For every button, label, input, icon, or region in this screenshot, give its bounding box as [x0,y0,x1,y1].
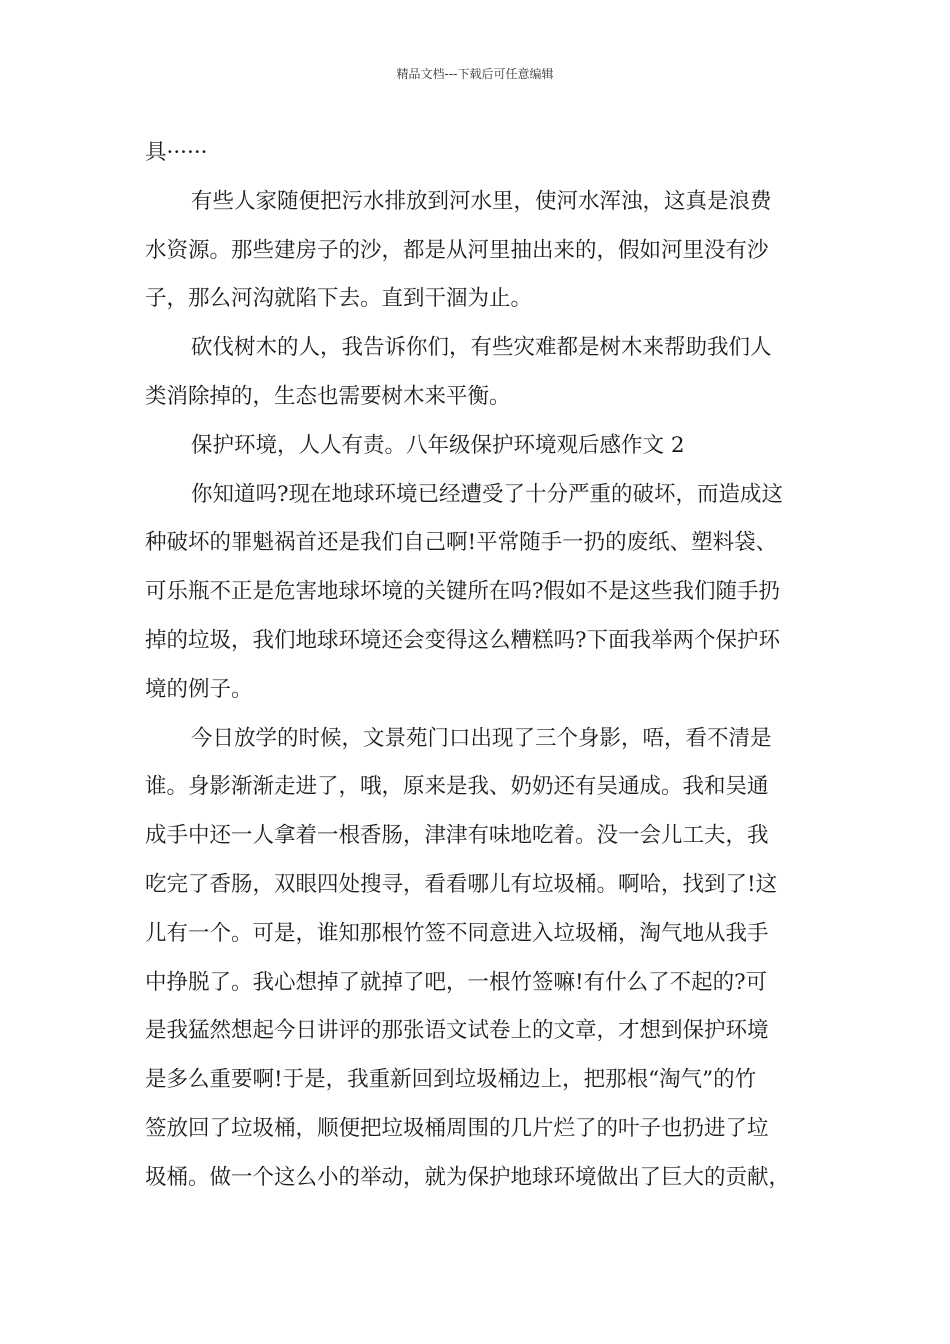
text-line: 水资源。那些建房子的沙，都是从河里抽出来的，假如河里没有沙 [145,237,769,263]
text-line: 境的例子。 [145,676,253,702]
text-line: 是多么重要啊!于是，我重新回到垃圾桶边上，把那根“淘气”的竹 [145,1067,757,1093]
text-line: 保护环境，人人有责。八年级保护环境观后感作文 2 [191,432,685,458]
text-line: 子，那么河沟就陷下去。直到干涸为止。 [145,286,533,312]
text-line: 中挣脱了。我心想掉了就掉了吧，一根竹签嘛!有什么了不起的?可 [145,969,768,995]
text-line: 种破坏的罪魁祸首还是我们自己啊!平常随手一扔的废纸、塑料袋、 [145,530,778,556]
text-line: 你知道吗?现在地球环境已经遭受了十分严重的破坏，而造成这 [191,481,784,507]
text-line: 有些人家随便把污水排放到河水里，使河水浑浊，这真是浪费 [191,188,772,214]
text-line: 砍伐树木的人，我告诉你们，有些灾难都是树木来帮助我们人 [191,335,772,361]
document-body [145,129,845,1203]
text-line: 圾桶。做一个这么小的举动，就为保护地球环境做出了巨大的贡献， [145,1164,791,1190]
text-line: 成手中还一人拿着一根香肠，津津有味地吃着。没一会儿工夫，我 [145,823,769,849]
text-line: 掉的垃圾，我们地球环境还会变得这么糟糕吗?下面我举两个保护环 [145,627,781,653]
text-line: 谁。身影渐渐走进了，哦，原来是我、奶奶还有吴通成。我和吴通 [145,774,769,800]
text-line: 儿有一个。可是，谁知那根竹签不同意进入垃圾桶，淘气地从我手 [145,920,769,946]
text-line: 签放回了垃圾桶，顺便把垃圾桶周围的几片烂了的叶子也扔进了垃 [145,1115,769,1141]
text-line: 今日放学的时候，文景苑门口出现了三个身影，唔，看不清是 [191,725,772,751]
text-line: 类消除掉的，生态也需要树木来平衡。 [145,383,511,409]
text-line: 具······ [145,140,208,165]
text-line: 是我猛然想起今日讲评的那张语文试卷上的文章，才想到保护环境 [145,1018,769,1044]
page-header: 精品文档---下载后可任意编辑 [396,67,554,81]
text-line: 吃完了香肠，双眼四处搜寻，看看哪儿有垃圾桶。啊哈，找到了!这 [145,871,778,897]
text-line: 可乐瓶不正是危害地球坏境的关键所在吗?假如不是这些我们随手扔 [145,579,781,605]
